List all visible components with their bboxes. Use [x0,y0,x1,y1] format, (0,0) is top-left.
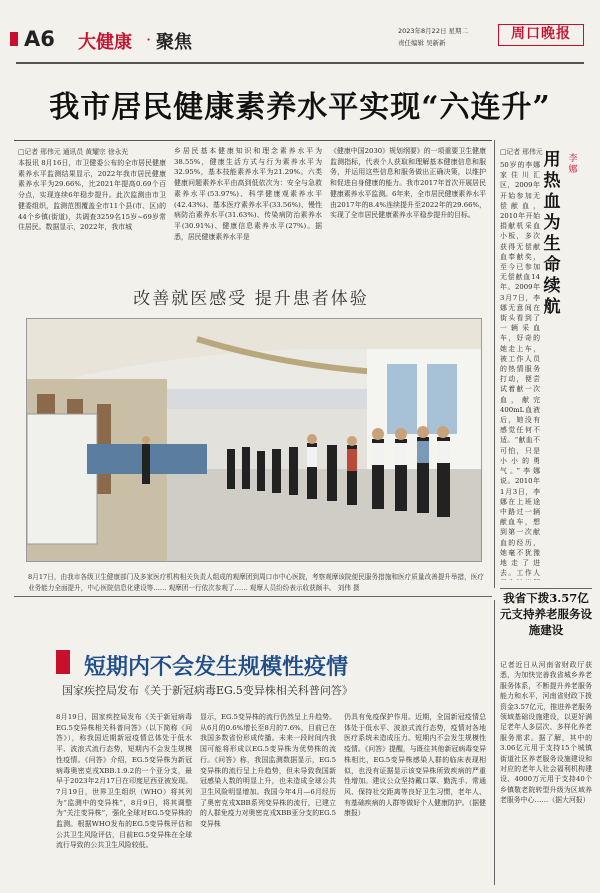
sidebar-author: 李娜 [568,154,578,175]
editor-credit: 责任编辑 吴新新 [398,39,446,47]
column-divider [494,140,495,588]
page-number: A6 [24,27,55,51]
page-marker-icon [10,32,18,46]
masthead-rule [16,62,584,64]
photo-section-title: 改善就医感受 提升患者体验 [133,289,369,309]
lead-headline: 我市居民健康素养水平实现“六连升” [49,90,551,125]
issue-date: 2023年8月22日 星期二 [398,27,469,35]
epidemic-subhead: 国家疾控局发布《关于新冠病毒EG.5变异株相关科普问答》 [62,684,353,697]
sidebar-rule [500,588,592,589]
lead-byline: □记者 邢伟元 通讯员 黄耀宗 徐永光 [18,148,129,156]
headline-rule [14,140,492,141]
pension-body: 记者近日从河南省财政厅获悉，为加快完善我省城乡养老服务体系，不断提升养老服务能力和水平，河南省财政下拨资金3.57亿元，推进养老服务领域基础设施建设，以更好满足老年人多层次、多样化养老服务需求。据了解，其中的3.06亿元用于支持15个城镇街道社区养老服务设施建设和对应的老年人社会福利机构建设、4000万元用于支持40个乡镇敬老院转型升级为区域养老服务中心……（据大河报） [500,661,592,805]
column-divider-bottom [494,600,495,885]
section-name-secondary: 聚焦 [156,32,192,53]
hospital-lobby-photo [26,318,482,562]
sidebar-body-left: 50岁的李娜家住川汇区，2009年开始参加无偿献血，2010年开始捐献机采血小板，多次获得无偿献血奉献奖，至今已参加无偿献血14年。2009年3月7日，李娜无意间在街头看到了一辆采血车，好奇的她走上车，被工作人员的热情服务打动，便尝试着献一次血，献完400mL血液后，她没有感觉任何不适。“献血不可怕，只是小小的勇气。”李娜说。2010年1月3日，李娜在上班途中路过一辆献血车，想到第一次献血的经历，她毫不犹豫地走了进去。工作人 [500,161,540,578]
pension-headline: 我省下拨3.57亿元支持养老服务设施建设 [500,591,592,637]
epidemic-column-1: 8月19日，国家疾控局发布《关于新冠病毒EG.5变异株相关科普问答》（以下简称《问答》），称我国近期新冠疫情总体处于低水平、波浪式流行态势，短期内不会发生规模性疫情。《问答》介绍，EG.5变异株为新冠病毒奥密克戎XBB.1.9.2的一个亚分支，最早于2023年2月17日在印度尼西亚被发现。7月19日，世界卫生组织（WHO）将其列为“监测中的变异株”，8月9日，将其调整为“关注变异株”，强化全球对EG.5变异株的监测。根据WHO发布的EG.5变异株评估和公共卫生风险评估，目前EG.5变异株在全球流行导致的公共卫生风险较低。 [56,713,192,850]
epidemic-column-2: 显示，EG.5变异株的流行仍然呈上升趋势。从6月的0.6%增长至8月的7.6%，目前已在我国多数省份形成传播。未来一段时间内我国可能将形成以EG.5变异株为优势株的流行。《问答》称，我国监测数据显示，EG.5变异株的流行呈上升趋势，但未导致我国新冠感染人数的明显上升，也未造成全球公共卫生风险明显增加。我国今年4月—6月经历了奥密克戎XBB系列变异株的流行，已建立的人群免疫力对奥密克戎XBB亚分支的EG.5变异株 [200,713,336,829]
newspaper-logo: 周口晚报 [498,24,584,46]
photo-caption: 8月17日，由我市各级卫生健康部门及多家医疗机构相关负责人组成的观摩团到周口市中心医院，考察观摩该院便民服务措施和医疗质量改善提升举措，医疗业务能力全面提升，中心医院信息化建设等…… 观摩团一行依次参观了…… 观摩人员纷纷表示收获颇丰。 刘伟 摄 [28,573,484,592]
epidemic-column-3: 仍具有免疫保护作用。近期，全国新冠疫情总体处于低水平、波浪式流行态势，疫情对各地医疗系统未造成压力。短期内不会发生规模性疫情。《问答》提醒，与既往其他新冠病毒变异株相比，EG.5变异株感染人群的临床表现相似，也没有证据显示该变异株所致疾病的严重性增加。建议公众坚持戴口罩、勤洗手、常通风、保持社交距离等良好卫生习惯，老年人、有基础疾病的人群等做好个人健康防护。（据健康报） [344,713,486,818]
sidebar-headline: 用热血为生命续航 [543,150,561,317]
lead-column-2: 乡居民基本健康知识和理念素养水平为38.55%，健康生活方式与行为素养水平为32.95%，基本技能素养水平为21.29%。六类健康问题素养水平由高到低依次为：安全与急救素养水平(53.97%)、科学健康观素养水平(42.43%)、基本医疗素养水平(33.56%)、慢性病防治素养水平(31.63%)、传染病防治素养水平(30.91%)、健康信息素养水平(27%)。据悉，居民健康素养水平是 [174,147,322,241]
section-rule [14,596,492,597]
story-marker-icon [56,650,70,674]
lead-column-3: 《健康中国2030》规划纲要》的一项重要卫生健康监测指标，代表个人获取和理解基本健康信息和服务，并运用这些信息和服务做出正确决策，以维护和促进自身健康的能力。我市2017年首次开展居民健康素养水平监测。6年来，全市居民健康素养水平由2017年的8.4%连续提升至2022年的29.66%，实现了全市居民健康素养水平稳步提升的目标。 [330,147,486,220]
lead-column-1: 本报讯 8月16日，市卫健委公布的全市居民健康素养水平监测结果显示，2022年我市居民健康素养水平为29.66%，比2021年提高0.69个百分点，实现连续6年稳步提升。此次监测由市卫健委组织，监测范围覆盖全市11个县(市、区)的44个乡镇(街道)，共调查3259名15岁~69岁常住居民。数据显示，2022年，我市城 [18,159,166,232]
section-separator: · [146,30,152,49]
epidemic-headline: 短期内不会发生规模性疫情 [84,655,349,680]
section-name-primary: 大健康 [78,32,132,53]
sidebar-byline: □记者 邢伟元 [500,148,543,156]
